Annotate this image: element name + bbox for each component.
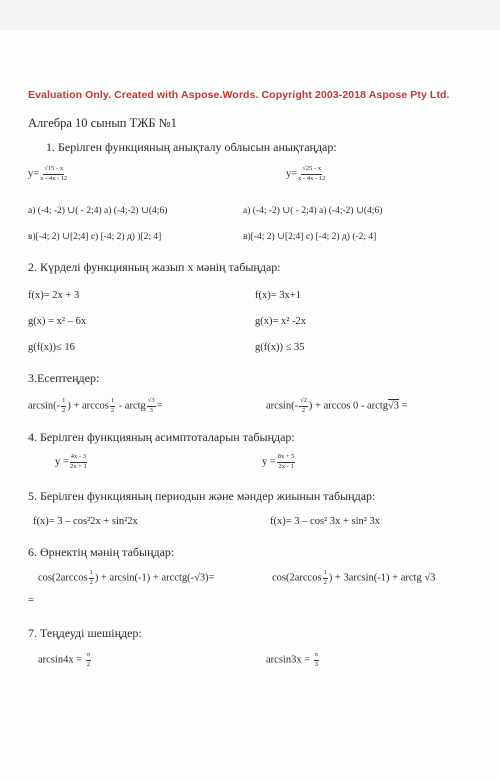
q1-right-y: y= — [286, 168, 298, 180]
q3-left-frac2 — [110, 398, 115, 414]
q3-right-expression — [266, 398, 408, 414]
q3-left-part2: ) + arccos — [67, 400, 109, 412]
q7-right-part1: arcsin3x = — [266, 654, 313, 666]
q7-left-fraction — [86, 652, 91, 668]
q3-right-frac1 — [299, 398, 308, 414]
q7-left-frac-den: 2 — [86, 660, 91, 668]
q3-left-frac3-num: √3 — [147, 398, 156, 407]
q7-left-part1: arcsin4x = — [38, 654, 85, 666]
q5-left-function: f(x)= 3 – cos²2x + sin²2x — [33, 516, 138, 527]
q6-right-expression — [272, 570, 435, 586]
q3-left-frac1-den: 2 — [62, 406, 66, 414]
q1-left-fraction — [40, 166, 67, 182]
q3-left-frac1-num: 1 — [61, 398, 66, 407]
q7-left-frac-num: π — [86, 652, 91, 661]
q3-left-expression — [28, 398, 163, 414]
q3-left-frac3 — [147, 398, 156, 414]
q2-left-g: g(x) = x² – 6x — [28, 316, 87, 327]
q6-left-part1: cos(2arccos — [38, 572, 88, 584]
q4-left-y: y = — [55, 456, 69, 468]
q1-right-options-row2: в)[-4; 2) ∪[2;4] с) [-4; 2) д) (-2; 4] — [243, 232, 377, 242]
watermark-text: Evaluation Only. Created with Aspose.Words. Copyright 2003-2018 Aspose Pty Ltd. — [28, 89, 450, 101]
q2-right-g: g(x)= x² -2x — [255, 316, 307, 327]
q4-right-function — [262, 454, 296, 470]
q3-left-frac2-num: 1 — [110, 398, 115, 407]
q3-right-part2: ) + arccos 0 - arctg — [308, 400, 388, 412]
q3-right-equals: = — [399, 400, 408, 412]
q1-right-function — [286, 166, 326, 182]
q6-left-fraction — [89, 570, 94, 586]
q6-left-expression — [38, 570, 215, 586]
q3-right-part1: arcsin(- — [266, 400, 299, 412]
q3-left-frac3-den: 3 — [149, 406, 153, 414]
q6-right-part2: ) + 3arcsin(-1) + arctg √3 — [328, 572, 436, 584]
q3-left-equals: = — [156, 400, 163, 412]
q5-right-function: f(x)= 3 – cos² 3x + sin² 3x — [270, 516, 381, 527]
q1-right-options-row1: а) (-4; -2) ∪( - 2;4) а) (-4;-2) ∪(4;6) — [243, 206, 383, 216]
q1-left-y: y= — [28, 168, 40, 180]
q7-right-frac-num: π — [314, 652, 319, 661]
q1-left-numerator: √15 - x — [43, 166, 64, 175]
q6-right-frac-num: 1 — [323, 570, 328, 579]
q6-right-frac-den: 2 — [323, 578, 327, 586]
q4-right-numerator: 8x + 5 — [277, 454, 296, 463]
q2-left-f: f(x)= 2x + 3 — [28, 290, 80, 301]
q3-left-part1: arcsin(- — [28, 400, 61, 412]
top-bar — [0, 0, 500, 30]
q3-left-part3: - arctg — [116, 400, 146, 412]
q1-left-function — [28, 166, 68, 182]
question-5-title: 5. Берілген функцияның периодын және мәндер жиынын табыңдар: — [28, 489, 376, 503]
q4-right-denominator: 2x - 1 — [278, 462, 294, 470]
q7-right-frac-den: 3 — [314, 660, 319, 668]
q2-right-f: f(x)= 3x+1 — [255, 290, 301, 301]
q3-right-frac1-num: √2 — [299, 398, 308, 407]
q4-left-fraction — [70, 454, 87, 470]
q1-right-fraction — [298, 166, 325, 182]
question-4-title: 4. Берілген функцияның асимптоталарын табыңдар: — [28, 430, 295, 444]
q3-right-sqrt: √3 — [388, 400, 400, 412]
q3-left-frac1 — [61, 398, 66, 414]
question-1-title: 1. Берілген функцияның анықталу облысын анықтаңдар: — [46, 140, 337, 154]
question-6-title: 6. Өрнектің мәнің табыңдар: — [28, 545, 175, 559]
question-2-title: 2. Күрделі функцияның жазып х мәнің табыңдар: — [28, 260, 281, 274]
q6-trailing-equals: = — [28, 595, 34, 606]
question-3-title: 3.Есептеңдер: — [28, 371, 100, 385]
q7-right-fraction — [314, 652, 319, 668]
q3-right-frac1-den: 2 — [301, 406, 306, 414]
q6-left-frac-den: 2 — [89, 578, 93, 586]
q4-left-denominator: 2x + 1 — [70, 462, 87, 470]
q1-left-options-row2: в)[-4; 2) ∪[2;4] с) [-4; 2) д) )[2; 4] — [28, 232, 162, 242]
q7-right-equation — [266, 652, 320, 668]
document-header: Алгебра 10 сынып ТЖБ №1 — [28, 116, 177, 130]
q1-right-denominator: x - 4x - 12 — [298, 174, 326, 182]
q2-right-condition: g(f(x)) ≤ 35 — [255, 342, 305, 353]
q6-right-part1: cos(2arccos — [272, 572, 322, 584]
question-7-title: 7. Теңдеуді шешіңдер: — [28, 626, 142, 640]
q4-right-fraction — [277, 454, 296, 470]
q6-left-part2: ) + arcsin(-1) + arcctg(-√3)= — [94, 572, 215, 584]
q4-left-numerator: 4x - 3 — [70, 454, 87, 463]
q1-left-options-row1: а) (-4; -2) ∪( - 2;4) а) (-4;-2) ∪(4;6) — [28, 206, 168, 216]
q4-left-function — [55, 454, 88, 470]
q1-right-numerator: √25 - x — [301, 166, 322, 175]
q6-left-frac-num: 1 — [89, 570, 94, 579]
q1-left-denominator: x - 4x - 12 — [40, 174, 68, 182]
q7-left-equation — [38, 652, 92, 668]
q3-left-frac2-den: 2 — [110, 406, 115, 414]
q4-right-y: y = — [262, 456, 276, 468]
q6-right-fraction — [323, 570, 328, 586]
q2-left-condition: g(f(x))≤ 16 — [28, 342, 75, 353]
